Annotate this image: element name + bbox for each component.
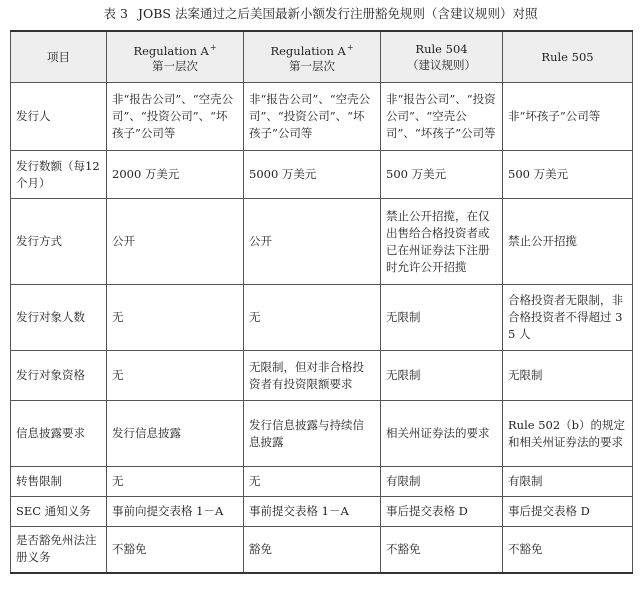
table-cell: 非“报告公司”、“空壳公司”、“投资公司”、“坏孩子”公司等 — [244, 83, 381, 151]
table-cell: 无限制 — [381, 285, 503, 351]
header-rule-505 — [503, 31, 633, 83]
table-cell: 无 — [107, 467, 244, 497]
row-label: 是否豁免州法注册义务 — [11, 527, 107, 573]
header-item: 项目 — [11, 31, 107, 83]
row-label: SEC 通知义务 — [11, 497, 107, 527]
table-cell: 5000 万美元 — [244, 151, 381, 199]
table-cell: 事前提交表格 1－A — [244, 497, 381, 527]
row-label: 发行对象人数 — [11, 285, 107, 351]
header-reg-a1-name: Regulation A — [133, 43, 209, 58]
row-label: 转售限制 — [11, 467, 107, 497]
table-row — [11, 151, 633, 199]
header-reg-a2-tier: 第一层次 — [289, 59, 335, 74]
row-label: 发行人 — [11, 83, 107, 151]
table-row — [11, 467, 633, 497]
table-cell: 事后提交表格 D — [503, 497, 633, 527]
header-reg-a1-tier: 第一层次 — [152, 59, 198, 74]
table-cell: 非“坏孩子”公司等 — [503, 83, 633, 151]
table-cell: 无限制，但对非合格投资者有投资限额要求 — [244, 351, 381, 401]
header-rule-504-name: Rule 504 — [415, 42, 468, 56]
table-cell: 禁止公开招揽 — [503, 199, 633, 285]
table-row — [11, 527, 633, 573]
table-number: 表 3 — [103, 6, 128, 21]
table-cell: 500 万美元 — [503, 151, 633, 199]
table-cell: 合格投资者无限制，非合格投资者不得超过 35 人 — [503, 285, 633, 351]
table-cell: 事后提交表格 D — [381, 497, 503, 527]
header-rule-505-name: Rule 505 — [541, 50, 594, 64]
table-caption — [0, 4, 641, 22]
table-cell: 公开 — [244, 199, 381, 285]
header-reg-a1-plus: + — [209, 42, 217, 52]
table-cell: 无限制 — [381, 351, 503, 401]
table-cell: 相关州证券法的要求 — [381, 401, 503, 467]
table-row — [11, 401, 633, 467]
table-cell: 无限制 — [503, 351, 633, 401]
table-cell: 不豁免 — [381, 527, 503, 573]
header-reg-a2-plus: + — [346, 42, 354, 52]
row-label: 发行方式 — [11, 199, 107, 285]
table-header — [11, 31, 633, 83]
header-reg-a2-name: Regulation A — [270, 43, 346, 58]
table-cell: 非“报告公司”、“投资公司”、“空壳公司”、“坏孩子”公司等 — [381, 83, 503, 151]
table-cell: 发行信息披露 — [107, 401, 244, 467]
table-cell: 事前向提交表格 1－A — [107, 497, 244, 527]
table-cell: 500 万美元 — [381, 151, 503, 199]
comparison-table — [10, 30, 633, 574]
table-cell: Rule 502（b）的规定和相关州证券法的要求 — [503, 401, 633, 467]
table-cell: 无 — [244, 285, 381, 351]
table-title: JOBS 法案通过之后美国最新小额发行注册豁免规则（含建议规则）对照 — [137, 6, 538, 21]
table-cell: 有限制 — [381, 467, 503, 497]
table-cell: 无 — [244, 467, 381, 497]
table-cell: 豁免 — [244, 527, 381, 573]
row-label: 信息披露要求 — [11, 401, 107, 467]
table-cell: 公开 — [107, 199, 244, 285]
table-cell: 不豁免 — [503, 527, 633, 573]
row-label: 发行数额（每12个月） — [11, 151, 107, 199]
table-cell: 无 — [107, 351, 244, 401]
row-label: 发行对象资格 — [11, 351, 107, 401]
table-cell: 非“报告公司”、“空壳公司”、“投资公司”、“坏孩子”公司等 — [107, 83, 244, 151]
header-rule-504-note: （建议规则） — [407, 58, 476, 72]
table-row — [11, 285, 633, 351]
table-row — [11, 199, 633, 285]
table-row — [11, 83, 633, 151]
table-body — [11, 83, 633, 573]
table-cell: 禁止公开招揽，在仅出售给合格投资者或已在州证券法下注册时允许公开招揽 — [381, 199, 503, 285]
table-row — [11, 497, 633, 527]
header-row — [11, 31, 633, 83]
table-row — [11, 351, 633, 401]
table-cell: 有限制 — [503, 467, 633, 497]
header-rule-504 — [381, 31, 503, 83]
table-cell: 发行信息披露与持续信息披露 — [244, 401, 381, 467]
header-regulation-a-tier1 — [107, 31, 244, 83]
header-regulation-a-tier2 — [244, 31, 381, 83]
table-cell: 2000 万美元 — [107, 151, 244, 199]
table-cell: 无 — [107, 285, 244, 351]
table-cell: 不豁免 — [107, 527, 244, 573]
